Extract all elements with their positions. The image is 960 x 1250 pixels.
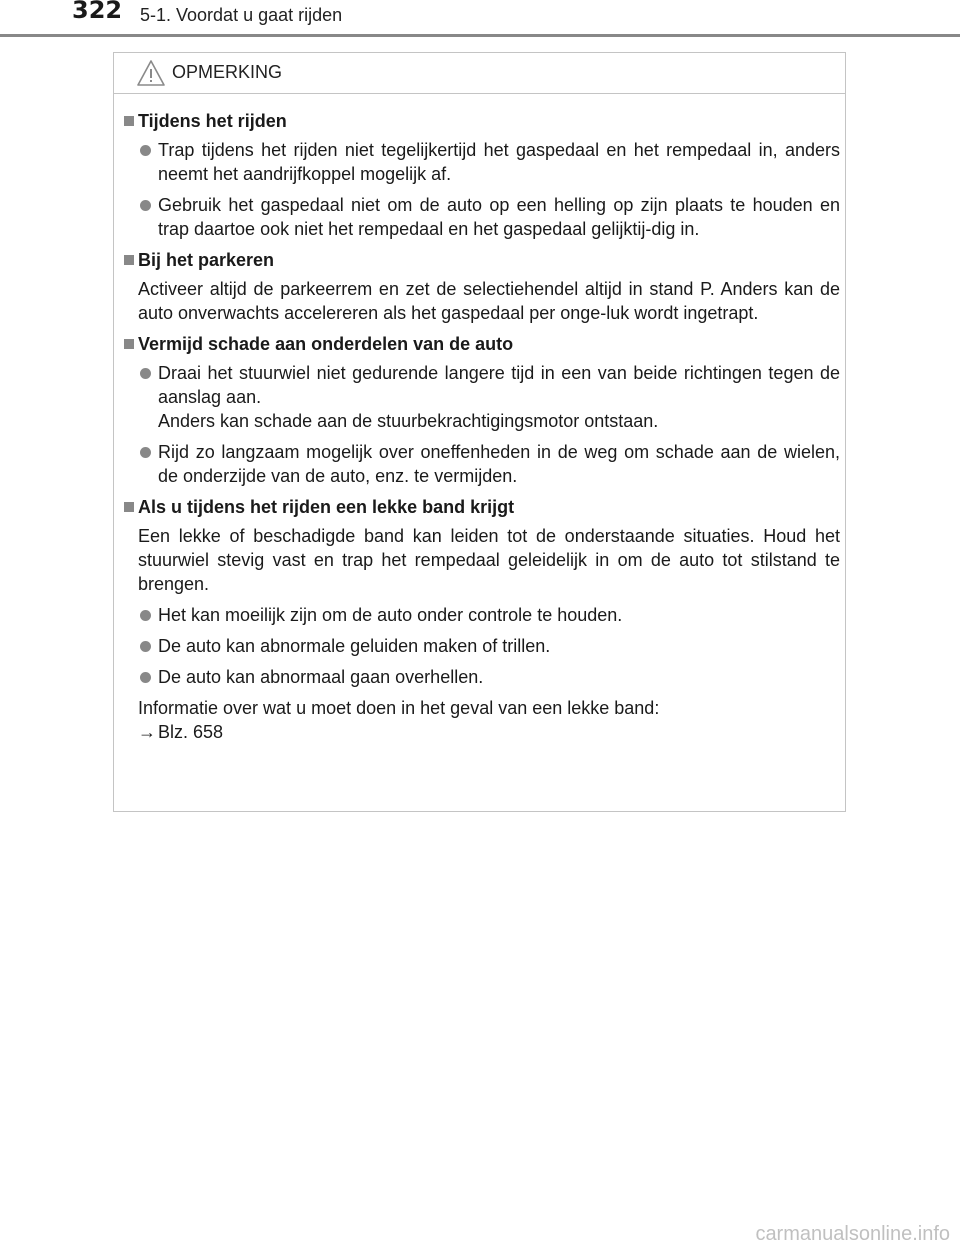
round-bullet-icon (140, 200, 151, 211)
page-header (0, 0, 960, 40)
paragraph: Activeer altijd de parkeerrem en zet de selectiehendel altijd in stand P. Anders kan de auto onverwachts accelereren als het gaspedaal per onge-luk wordt ingetrapt. (138, 279, 840, 323)
round-bullet-icon (140, 672, 151, 683)
round-bullet-icon (140, 368, 151, 379)
page-number: 322 (72, 0, 123, 24)
notice-box (113, 52, 846, 812)
notice-content (124, 109, 840, 751)
arrow-right-icon: → (138, 722, 156, 742)
list-item: Trap tijdens het rijden niet tegelijkertijd het gaspedaal en het rempedaal in, anders neemt het aandrijfkoppel mogelijk af. (124, 138, 840, 186)
square-bullet-icon (124, 116, 134, 126)
list-item: Het kan moeilijk zijn om de auto onder controle te houden. (124, 603, 840, 627)
round-bullet-icon (140, 641, 151, 652)
header-rule (0, 34, 960, 37)
paragraph: Een lekke of beschadigde band kan leiden tot de onderstaande situaties. Houd het stuurwiel stevig vast en trap het rempedaal geleidelijk in om de auto tot stilstand te brengen. (138, 526, 840, 594)
square-bullet-icon (124, 255, 134, 265)
list-item: Gebruik het gaspedaal niet om de auto op een helling op zijn plaats te houden en trap daartoe ook niet het rempedaal en het gaspedaal gelijktij-dig in. (124, 193, 840, 241)
round-bullet-icon (140, 447, 151, 458)
section-title: 5-1. Voordat u gaat rijden (140, 5, 343, 25)
list-item: De auto kan abnormale geluiden maken of trillen. (124, 634, 840, 658)
square-bullet-icon (124, 339, 134, 349)
section-heading: Bij het parkeren (124, 248, 840, 272)
section-heading: Vermijd schade aan onderdelen van de auto (124, 332, 840, 356)
list-item: De auto kan abnormaal gaan overhellen. (124, 665, 840, 689)
section-heading: Als u tijdens het rijden een lekke band krijgt (124, 495, 840, 519)
round-bullet-icon (140, 610, 151, 621)
notice-title: OPMERKING (172, 62, 283, 82)
list-item: Draai het stuurwiel niet gedurende langere tijd in een van beide richtingen tegen de aanslag aan. Anders kan schade aan de stuurbekrachtigingsmotor ontstaan. (124, 361, 840, 433)
page-reference[interactable]: → Blz. 658 (138, 722, 224, 742)
notice-header (114, 53, 845, 94)
list-item: Rijd zo langzaam mogelijk over oneffenheden in de weg om schade aan de wielen, de onderzijde van de auto, enz. te vermijden. (124, 440, 840, 488)
warning-icon (136, 59, 166, 87)
section-heading: Tijdens het rijden (124, 109, 840, 133)
paragraph: Informatie over wat u moet doen in het geval van een lekke band: → Blz. 658 (124, 696, 840, 744)
round-bullet-icon (140, 145, 151, 156)
watermark: carmanualsonline.info (755, 1223, 950, 1245)
square-bullet-icon (124, 502, 134, 512)
